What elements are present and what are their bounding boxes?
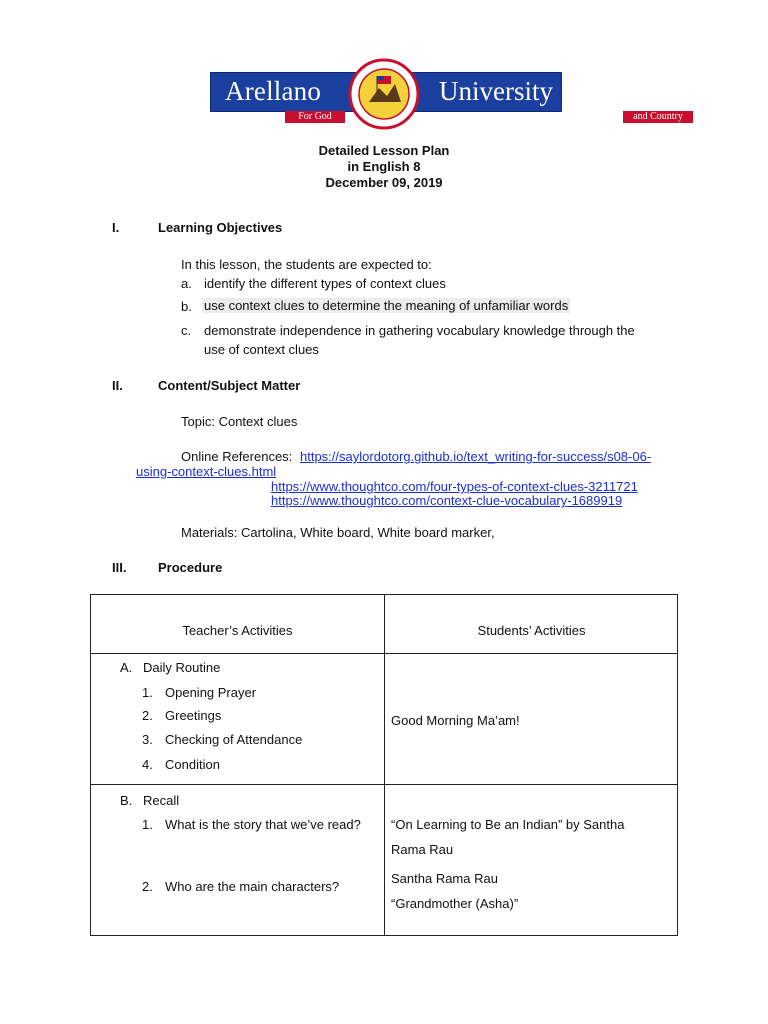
row-b-letter: B. xyxy=(120,793,133,808)
reference-link-1[interactable]: https://saylordotorg.github.io/text_writing-for-success/s08-06- xyxy=(300,449,652,464)
objective-text: identify the different types of context clues xyxy=(204,276,446,291)
section-3-numeral: III. xyxy=(112,560,127,575)
objectives-intro: In this lesson, the students are expected to: xyxy=(181,257,432,272)
student-response: “Grandmother (Asha)” xyxy=(391,896,519,911)
objective-text: use context clues to determine the meaning of unfamiliar words xyxy=(204,298,569,313)
question-number: 1. xyxy=(142,817,153,832)
list-item: Opening Prayer xyxy=(165,685,257,700)
logo-left-ribbon: For God xyxy=(285,111,345,123)
plan-title: Detailed Lesson Plan xyxy=(318,143,450,158)
teacher-activities-header: Teacher’s Activities xyxy=(182,623,293,638)
list-item-number: 4. xyxy=(142,757,153,772)
list-item-number: 3. xyxy=(142,732,153,747)
procedure-table xyxy=(90,594,678,936)
question-number: 2. xyxy=(142,879,153,894)
reference-link-1-continued[interactable]: using-context-clues.html xyxy=(136,464,277,479)
topic-line: Topic: Context clues xyxy=(181,414,298,429)
objective-letter: b. xyxy=(181,299,192,314)
recall-question: Who are the main characters? xyxy=(165,879,340,894)
objective-text: demonstrate independence in gathering vocabulary knowledge through the xyxy=(204,323,635,338)
daily-routine-cell xyxy=(91,654,385,785)
recall-cell xyxy=(91,785,385,936)
row-a-letter: A. xyxy=(120,660,133,675)
student-response: Santha Rama Rau xyxy=(391,871,498,886)
objective-text-continued: use of context clues xyxy=(204,342,319,357)
logo-right-word: University xyxy=(439,76,553,106)
row-a-title: Daily Routine xyxy=(143,660,221,675)
students-activities-header: Students’ Activities xyxy=(477,623,586,638)
reference-link-2[interactable]: https://www.thoughtco.com/four-types-of-context-clues-3211721 xyxy=(271,479,638,494)
list-item-number: 2. xyxy=(142,708,153,723)
student-response: “On Learning to Be an Indian” by Santha xyxy=(391,817,625,832)
student-response: Good Morning Ma’am! xyxy=(391,713,520,728)
references-label: Online References: xyxy=(181,449,293,464)
list-item-number: 1. xyxy=(142,685,153,700)
plan-date: December 09, 2019 xyxy=(325,175,443,190)
section-1-title: Learning Objectives xyxy=(158,220,283,235)
section-2-title: Content/Subject Matter xyxy=(158,378,301,393)
objective-letter: c. xyxy=(181,323,192,338)
recall-response-cell xyxy=(385,785,678,936)
student-response-continued: Rama Rau xyxy=(391,842,454,857)
logo-right-ribbon: and Country xyxy=(623,111,693,123)
list-item: Greetings xyxy=(165,708,222,723)
objective-letter: a. xyxy=(181,276,192,291)
list-item: Checking of Attendance xyxy=(165,732,303,747)
university-seal-icon xyxy=(339,58,429,130)
section-2-numeral: II. xyxy=(112,378,123,393)
section-1-numeral: I. xyxy=(112,220,120,235)
reference-link-3[interactable]: https://www.thoughtco.com/context-clue-vocabulary-1689919 xyxy=(271,493,623,508)
logo-left-word: Arellano xyxy=(225,76,322,106)
plan-subject: in English 8 xyxy=(347,159,421,174)
section-3-title: Procedure xyxy=(158,560,223,575)
students-activities-header-cell xyxy=(385,595,678,654)
materials-line: Materials: Cartolina, White board, White board marker, xyxy=(181,525,495,540)
daily-routine-response-cell xyxy=(385,654,678,785)
teacher-activities-header-cell xyxy=(91,595,385,654)
list-item: Condition xyxy=(165,757,220,772)
recall-question: What is the story that we’ve read? xyxy=(165,817,361,832)
row-b-title: Recall xyxy=(143,793,180,808)
